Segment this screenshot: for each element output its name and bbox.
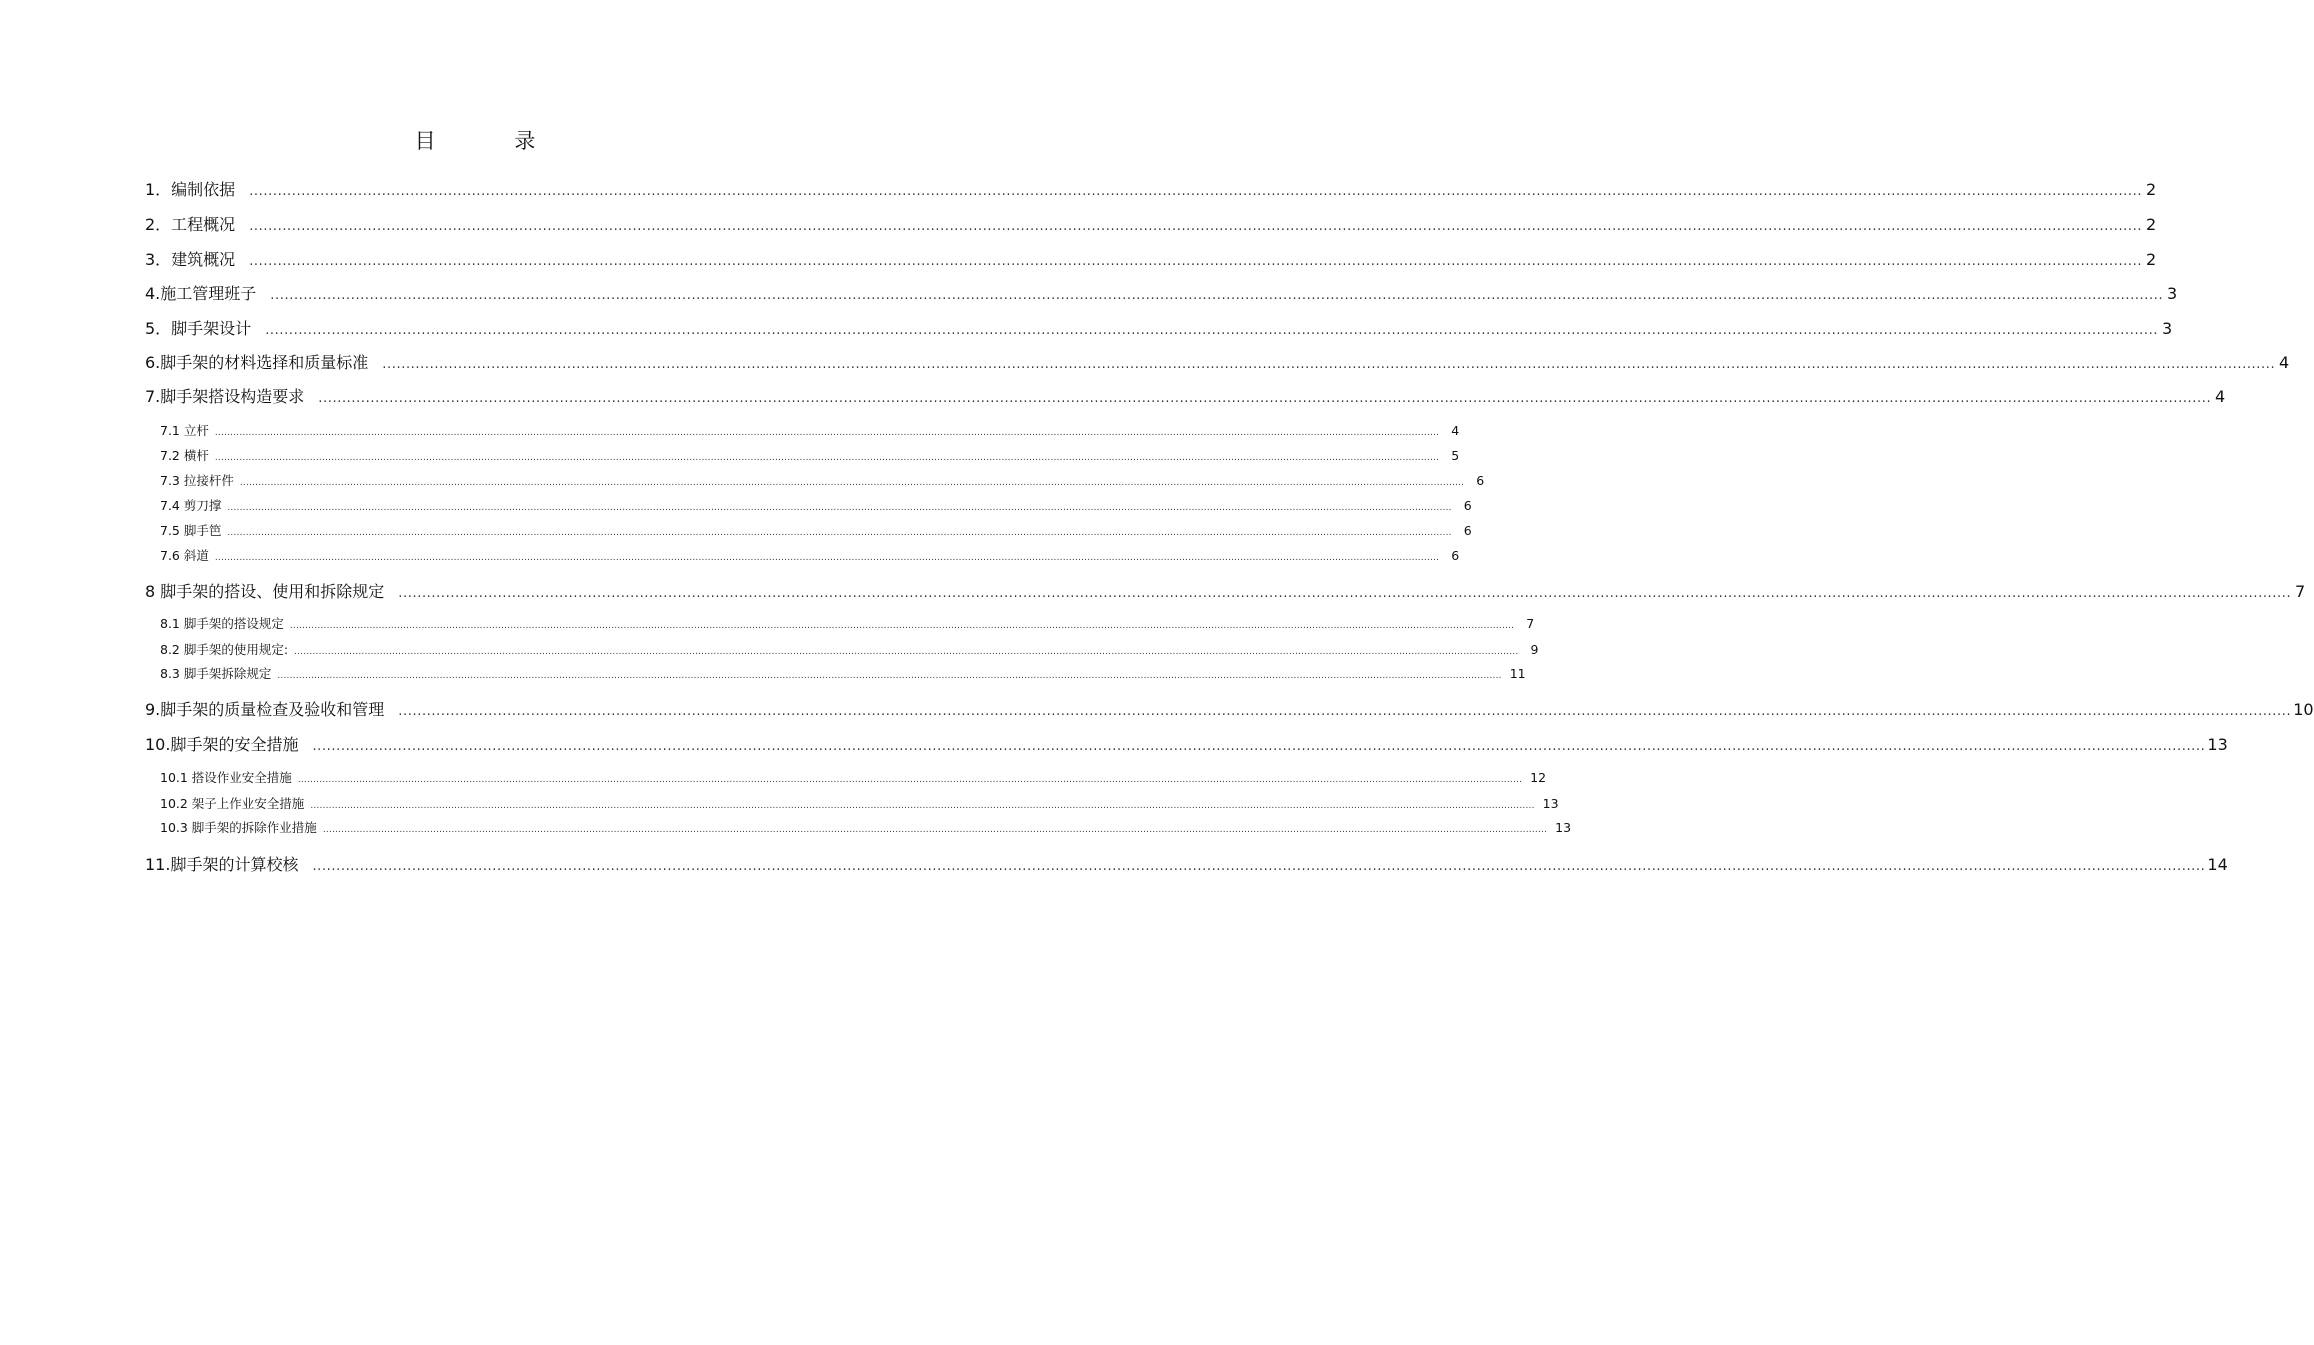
toc-dot-leader: ................................................................................................................................................................................................................................................................................................................................................................................................................ xyxy=(310,801,1535,811)
toc-entry-label: 7.2 横杆 xyxy=(160,448,209,463)
toc-entry-label: 7.1 立杆 xyxy=(160,423,209,438)
toc-entry-label: 7.6 斜道 xyxy=(160,548,209,563)
toc-page-number: 9 xyxy=(1530,642,1539,657)
toc-entry-label: 8 脚手架的搭设、使用和拆除规定 xyxy=(145,582,385,601)
toc-subentry[interactable] xyxy=(160,665,1526,683)
toc-dot-leader: ................................................................................................................................................................................................................................................................................................................................................................................................................ xyxy=(214,428,1440,438)
toc-page-number: 3 xyxy=(2161,319,2173,338)
toc-dot-leader: ................................................................................................................................................................................................................................................................................................................................................................................................................ xyxy=(249,219,2143,234)
toc-dot-leader: ................................................................................................................................................................................................................................................................................................................................................................................................................ xyxy=(312,859,2206,874)
toc-entry[interactable] xyxy=(145,351,2290,375)
toc-page-number: 2 xyxy=(2145,215,2157,234)
toc-page-number: 4 xyxy=(2279,353,2290,372)
toc-entry-label: 7.5 脚手笆 xyxy=(160,523,222,538)
toc-dot-leader: ................................................................................................................................................................................................................................................................................................................................................................................................................ xyxy=(214,453,1440,463)
toc-subentry[interactable] xyxy=(160,497,1472,515)
toc-entry-label: 4.施工管理班子 xyxy=(145,284,257,303)
toc-subentry[interactable] xyxy=(160,547,1460,565)
toc-page-number: 14 xyxy=(2207,855,2228,874)
toc-dot-leader: ................................................................................................................................................................................................................................................................................................................................................................................................................ xyxy=(398,586,2292,601)
toc-entry[interactable] xyxy=(145,733,2228,757)
toc-page-number: 12 xyxy=(1530,770,1547,785)
toc-entry-label: 7.4 剪刀撑 xyxy=(160,498,222,513)
toc-entry-label: 2．工程概况 xyxy=(145,215,236,234)
toc-entry-label: 10.3 脚手架的拆除作业措施 xyxy=(160,820,317,835)
toc-page-number: 2 xyxy=(2145,250,2157,269)
toc-dot-leader: ................................................................................................................................................................................................................................................................................................................................................................................................................ xyxy=(318,391,2212,406)
toc-subentry[interactable] xyxy=(160,819,1572,837)
toc-subentry[interactable] xyxy=(160,447,1460,465)
toc-page-number: 4 xyxy=(1451,423,1460,438)
toc-entry-label: 8.1 脚手架的搭设规定 xyxy=(160,616,284,631)
toc-page-number: 7 xyxy=(1526,616,1535,631)
toc-entry[interactable] xyxy=(145,580,2306,604)
toc-subentry[interactable] xyxy=(160,522,1472,540)
toc-entry-label: 6.脚手架的材料选择和质量标准 xyxy=(145,353,369,372)
toc-dot-leader: ................................................................................................................................................................................................................................................................................................................................................................................................................ xyxy=(322,825,1548,835)
toc-page-number: 2 xyxy=(2145,180,2157,199)
toc-dot-leader: ................................................................................................................................................................................................................................................................................................................................................................................................................ xyxy=(312,739,2206,754)
toc-subentry[interactable] xyxy=(160,795,1559,813)
toc-dot-leader: ................................................................................................................................................................................................................................................................................................................................................................................................................ xyxy=(294,647,1519,657)
toc-entry[interactable] xyxy=(145,317,2173,341)
toc-page-number: 6 xyxy=(1451,548,1460,563)
toc-dot-leader: ................................................................................................................................................................................................................................................................................................................................................................................................................ xyxy=(270,288,2164,303)
toc-page-number: 6 xyxy=(1463,498,1472,513)
toc-dot-leader: ................................................................................................................................................................................................................................................................................................................................................................................................................ xyxy=(382,357,2276,372)
toc-entry-label: 11.脚手架的计算校核 xyxy=(145,855,299,874)
page-title: 目 录 xyxy=(414,129,572,153)
toc-subentry[interactable] xyxy=(160,472,1485,490)
toc-page-number: 6 xyxy=(1476,473,1485,488)
toc-dot-leader: ................................................................................................................................................................................................................................................................................................................................................................................................................ xyxy=(227,528,1452,538)
toc-dot-leader: ................................................................................................................................................................................................................................................................................................................................................................................................................ xyxy=(265,323,2159,338)
toc-page-number: 7 xyxy=(2295,582,2306,601)
toc-entry[interactable] xyxy=(145,248,2157,272)
toc-entry[interactable] xyxy=(145,178,2157,202)
toc-dot-leader: ................................................................................................................................................................................................................................................................................................................................................................................................................ xyxy=(249,184,2143,199)
toc-dot-leader: ................................................................................................................................................................................................................................................................................................................................................................................................................ xyxy=(227,503,1452,513)
toc-page-number: 11 xyxy=(1509,666,1526,681)
toc-subentry[interactable] xyxy=(160,422,1460,440)
toc-subentry[interactable] xyxy=(160,641,1539,659)
toc-entry-label: 7.脚手架搭设构造要求 xyxy=(145,387,305,406)
toc-entry[interactable] xyxy=(145,213,2157,237)
toc-dot-leader: ................................................................................................................................................................................................................................................................................................................................................................................................................ xyxy=(277,671,1502,681)
toc-page-number: 4 xyxy=(2215,387,2226,406)
toc-entry-label: 5．脚手架设计 xyxy=(145,319,252,338)
toc-entry-label: 8.3 脚手架拆除规定 xyxy=(160,666,272,681)
toc-entry-label: 10.1 搭设作业安全措施 xyxy=(160,770,292,785)
toc-page-number: 3 xyxy=(2167,284,2178,303)
toc-page-number: 13 xyxy=(1555,820,1572,835)
toc-entry[interactable] xyxy=(145,698,2314,722)
toc-entry-label: 7.3 拉接杆件 xyxy=(160,473,234,488)
toc-page-number: 6 xyxy=(1463,523,1472,538)
toc-subentry[interactable] xyxy=(160,769,1547,787)
toc-entry-label: 8.2 脚手架的使用规定: xyxy=(160,642,289,657)
toc-dot-leader: ................................................................................................................................................................................................................................................................................................................................................................................................................ xyxy=(398,704,2292,719)
toc-entry[interactable] xyxy=(145,853,2228,877)
toc-dot-leader: ................................................................................................................................................................................................................................................................................................................................................................................................................ xyxy=(289,621,1515,631)
toc-dot-leader: ................................................................................................................................................................................................................................................................................................................................................................................................................ xyxy=(249,254,2143,269)
toc-subentry[interactable] xyxy=(160,615,1535,633)
toc-entry-label: 9.脚手架的质量检查及验收和管理 xyxy=(145,700,385,719)
toc-entry-label: 10.2 架子上作业安全措施 xyxy=(160,796,305,811)
toc-entry-label: 3．建筑概况 xyxy=(145,250,236,269)
toc-dot-leader: ................................................................................................................................................................................................................................................................................................................................................................................................................ xyxy=(214,553,1440,563)
toc-dot-leader: ................................................................................................................................................................................................................................................................................................................................................................................................................ xyxy=(239,478,1465,488)
toc-page-number: 13 xyxy=(1542,796,1559,811)
toc-entry-label: 1．编制依据 xyxy=(145,180,236,199)
toc-page-number: 5 xyxy=(1451,448,1460,463)
toc-page-number: 13 xyxy=(2207,735,2228,754)
toc-page-number: 10 xyxy=(2293,700,2314,719)
toc-dot-leader: ................................................................................................................................................................................................................................................................................................................................................................................................................ xyxy=(297,775,1523,785)
toc-entry-label: 10.脚手架的安全措施 xyxy=(145,735,299,754)
toc-entry[interactable] xyxy=(145,385,2226,409)
toc-entry[interactable] xyxy=(145,282,2178,306)
